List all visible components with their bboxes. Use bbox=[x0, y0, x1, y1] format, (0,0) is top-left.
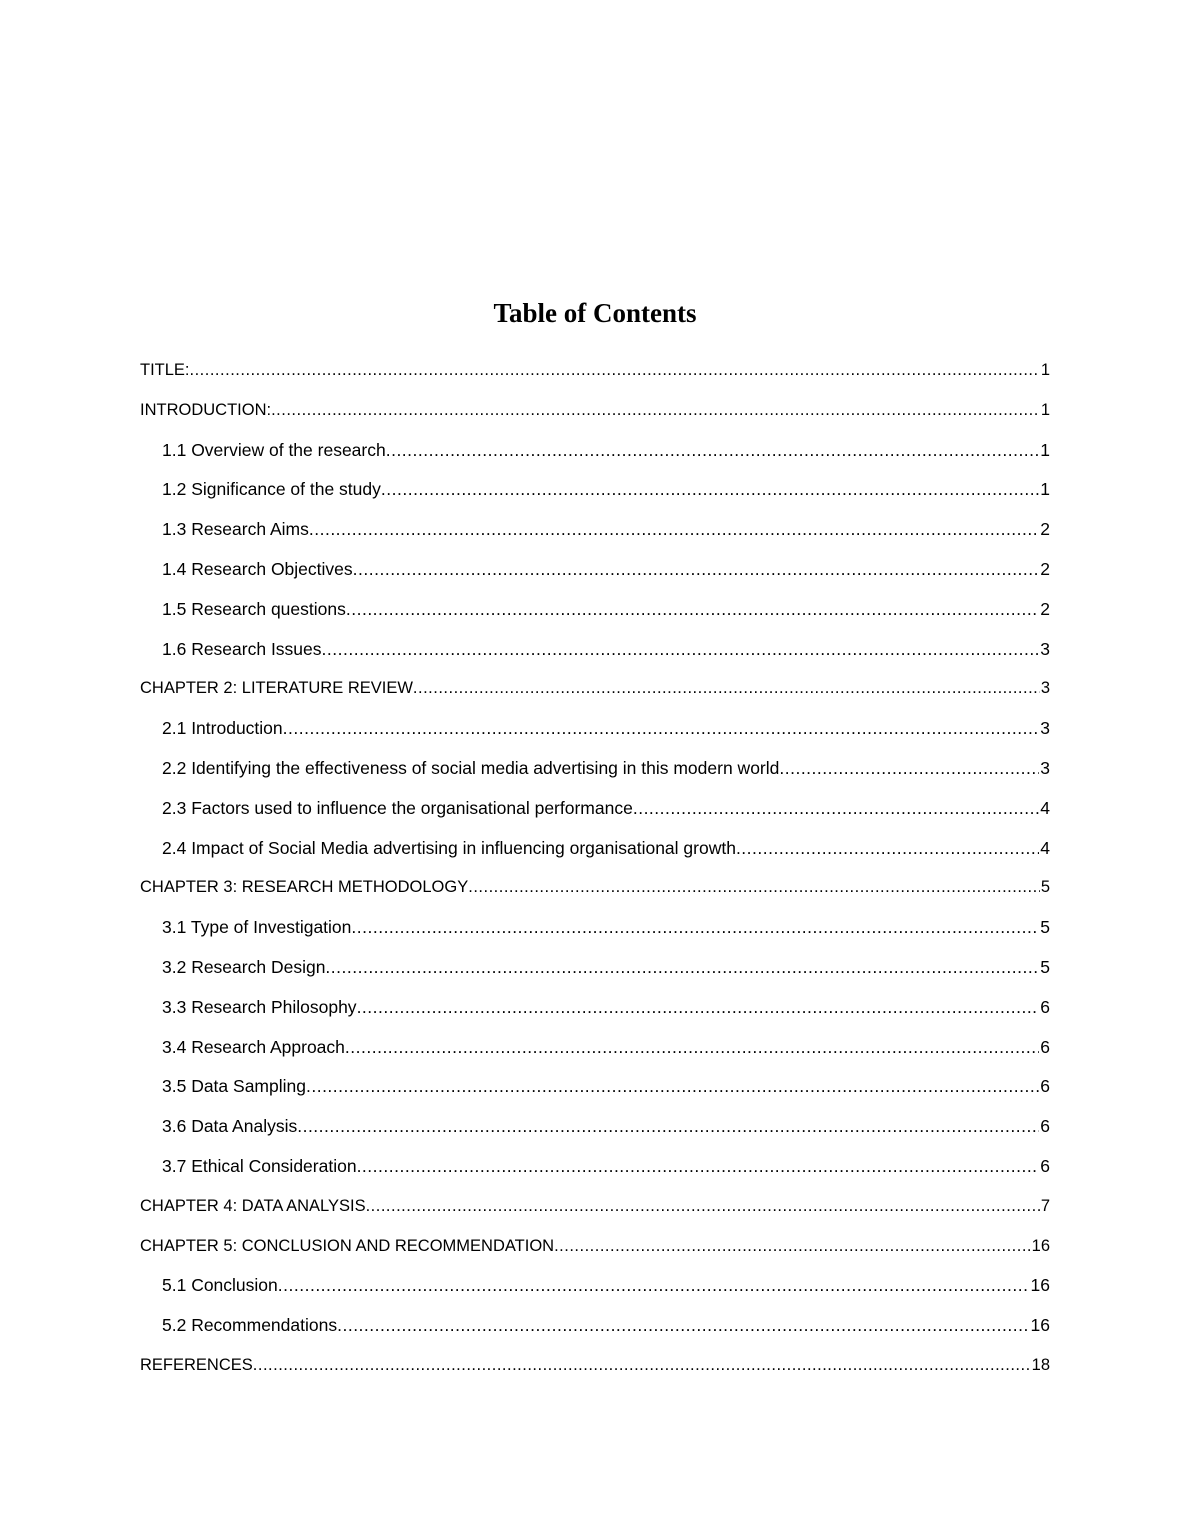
toc-entry-text: 2.3 Factors used to influence the organisational performance bbox=[162, 797, 633, 818]
toc-page-number: 5 bbox=[1040, 956, 1050, 977]
toc-entry-text: 3.1 Type of Investigation bbox=[162, 917, 352, 938]
toc-entry-text: 3.6 Data Analysis bbox=[162, 1116, 298, 1137]
toc-dot-leader bbox=[353, 557, 1040, 581]
toc-entry[interactable] bbox=[140, 517, 1050, 557]
toc-entry[interactable] bbox=[140, 557, 1050, 597]
toc-entry-text: 1.2 Significance of the study bbox=[162, 479, 381, 500]
toc-page-number: 3 bbox=[1040, 718, 1050, 739]
toc-dot-leader bbox=[190, 358, 1040, 382]
toc-page-number: 18 bbox=[1031, 1355, 1050, 1374]
toc-entry-text: 2.2 Identifying the effectiveness of social media advertising in this modern world bbox=[162, 757, 780, 778]
toc-entry[interactable] bbox=[140, 796, 1050, 836]
toc-dot-leader bbox=[297, 1114, 1039, 1138]
toc-dot-leader bbox=[351, 915, 1039, 939]
toc-dot-leader bbox=[271, 398, 1040, 422]
toc-page-number: 1 bbox=[1040, 439, 1050, 460]
toc-page-number: 6 bbox=[1040, 1116, 1050, 1137]
toc-dot-leader bbox=[468, 875, 1040, 899]
toc-list bbox=[140, 358, 1050, 1393]
toc-page-number: 3 bbox=[1040, 757, 1050, 778]
toc-dot-leader bbox=[736, 836, 1039, 860]
toc-dot-leader bbox=[345, 1035, 1039, 1059]
toc-entry[interactable] bbox=[140, 1194, 1050, 1234]
toc-page-number: 3 bbox=[1040, 679, 1050, 698]
toc-entry-text: REFERENCES bbox=[140, 1355, 253, 1374]
toc-dot-leader bbox=[413, 676, 1040, 700]
toc-entry-text: 5.1 Conclusion bbox=[162, 1275, 278, 1296]
toc-entry-text: 1.3 Research Aims bbox=[162, 519, 309, 540]
toc-dot-leader bbox=[381, 477, 1039, 501]
toc-entry-text: 3.5 Data Sampling bbox=[162, 1076, 306, 1097]
toc-dot-leader bbox=[357, 995, 1040, 1019]
toc-dot-leader bbox=[253, 1353, 1031, 1377]
toc-entry-text: 3.2 Research Design bbox=[162, 956, 326, 977]
toc-entry[interactable] bbox=[140, 637, 1050, 677]
toc-dot-leader bbox=[337, 1313, 1029, 1337]
toc-page-number: 3 bbox=[1040, 638, 1050, 659]
toc-page-number: 2 bbox=[1040, 598, 1050, 619]
toc-entry-text: 5.2 Recommendations bbox=[162, 1315, 338, 1336]
toc-entry-text: 2.4 Impact of Social Media advertising in influencing organisational growth bbox=[162, 837, 736, 858]
toc-entry[interactable] bbox=[140, 995, 1050, 1035]
toc-entry-text: INTRODUCTION: bbox=[140, 400, 272, 419]
toc-dot-leader bbox=[357, 1154, 1040, 1178]
toc-entry-text: CHAPTER 2: LITERATURE REVIEW bbox=[140, 679, 413, 698]
toc-page-number: 6 bbox=[1040, 1155, 1050, 1176]
toc-entry[interactable] bbox=[140, 1234, 1050, 1274]
toc-entry-text: 3.7 Ethical Consideration bbox=[162, 1155, 357, 1176]
toc-entry[interactable] bbox=[140, 1035, 1050, 1075]
toc-page-number: 7 bbox=[1040, 1196, 1050, 1215]
toc-entry-text: CHAPTER 5: CONCLUSION AND RECOMMENDATION bbox=[140, 1236, 555, 1255]
toc-page-number: 6 bbox=[1040, 1036, 1050, 1057]
toc-entry[interactable] bbox=[140, 915, 1050, 955]
toc-page-number: 6 bbox=[1040, 996, 1050, 1017]
toc-page-number: 2 bbox=[1040, 558, 1050, 579]
toc-entry[interactable] bbox=[140, 716, 1050, 756]
toc-page-number: 16 bbox=[1031, 1236, 1050, 1255]
toc-dot-leader bbox=[283, 716, 1040, 740]
toc-entry-text: 1.1 Overview of the research bbox=[162, 439, 386, 460]
toc-entry[interactable] bbox=[140, 438, 1050, 478]
toc-page-number: 16 bbox=[1030, 1275, 1050, 1296]
toc-entry-text: 2.1 Introduction bbox=[162, 718, 283, 739]
toc-dot-leader bbox=[306, 1074, 1039, 1098]
toc-dot-leader bbox=[322, 637, 1040, 661]
toc-entry[interactable] bbox=[140, 955, 1050, 995]
toc-entry[interactable] bbox=[140, 836, 1050, 876]
toc-page-number: 1 bbox=[1040, 479, 1050, 500]
toc-dot-leader bbox=[309, 517, 1039, 541]
toc-entry-text: 1.4 Research Objectives bbox=[162, 558, 353, 579]
toc-entry[interactable] bbox=[140, 1074, 1050, 1114]
toc-dot-leader bbox=[366, 1194, 1040, 1218]
toc-entry-text: 1.6 Research Issues bbox=[162, 638, 322, 659]
toc-entry[interactable] bbox=[140, 1313, 1050, 1353]
toc-entry-text: CHAPTER 3: RESEARCH METHODOLOGY bbox=[140, 878, 469, 897]
toc-page-number: 5 bbox=[1040, 878, 1050, 897]
toc-page-number: 1 bbox=[1040, 361, 1050, 379]
toc-page-number: 4 bbox=[1040, 797, 1050, 818]
toc-entry-text: 1.5 Research questions bbox=[162, 598, 346, 619]
toc-dot-leader bbox=[779, 756, 1039, 780]
toc-dot-leader bbox=[633, 796, 1039, 820]
toc-dot-leader bbox=[554, 1234, 1031, 1258]
toc-dot-leader bbox=[346, 597, 1039, 621]
toc-title: Table of Contents bbox=[493, 298, 697, 328]
toc-entry[interactable] bbox=[140, 1114, 1050, 1154]
toc-entry[interactable] bbox=[140, 875, 1050, 915]
toc-page-number: 1 bbox=[1040, 400, 1050, 419]
toc-page-number: 5 bbox=[1040, 917, 1050, 938]
toc-entry[interactable] bbox=[140, 756, 1050, 796]
toc-entry-text: CHAPTER 4: DATA ANALYSIS bbox=[140, 1196, 366, 1215]
toc-page-number: 6 bbox=[1040, 1076, 1050, 1097]
toc-entry[interactable] bbox=[140, 597, 1050, 637]
toc-dot-leader bbox=[386, 438, 1040, 462]
toc-page-number: 4 bbox=[1040, 837, 1050, 858]
toc-entry[interactable] bbox=[140, 676, 1050, 716]
toc-entry[interactable] bbox=[140, 1273, 1050, 1313]
toc-page-number: 2 bbox=[1040, 519, 1050, 540]
toc-entry-text: TITLE: bbox=[140, 361, 190, 379]
toc-dot-leader bbox=[278, 1273, 1030, 1297]
toc-entry[interactable] bbox=[140, 1353, 1050, 1393]
toc-entry-text: 3.4 Research Approach bbox=[162, 1036, 345, 1057]
toc-entry[interactable] bbox=[140, 398, 1050, 438]
toc-page-number: 16 bbox=[1030, 1315, 1050, 1336]
toc-entry[interactable] bbox=[140, 358, 1050, 398]
toc-dot-leader bbox=[325, 955, 1039, 979]
toc-entry[interactable] bbox=[140, 477, 1050, 517]
toc-entry[interactable] bbox=[140, 1154, 1050, 1194]
toc-entry-text: 3.3 Research Philosophy bbox=[162, 996, 357, 1017]
